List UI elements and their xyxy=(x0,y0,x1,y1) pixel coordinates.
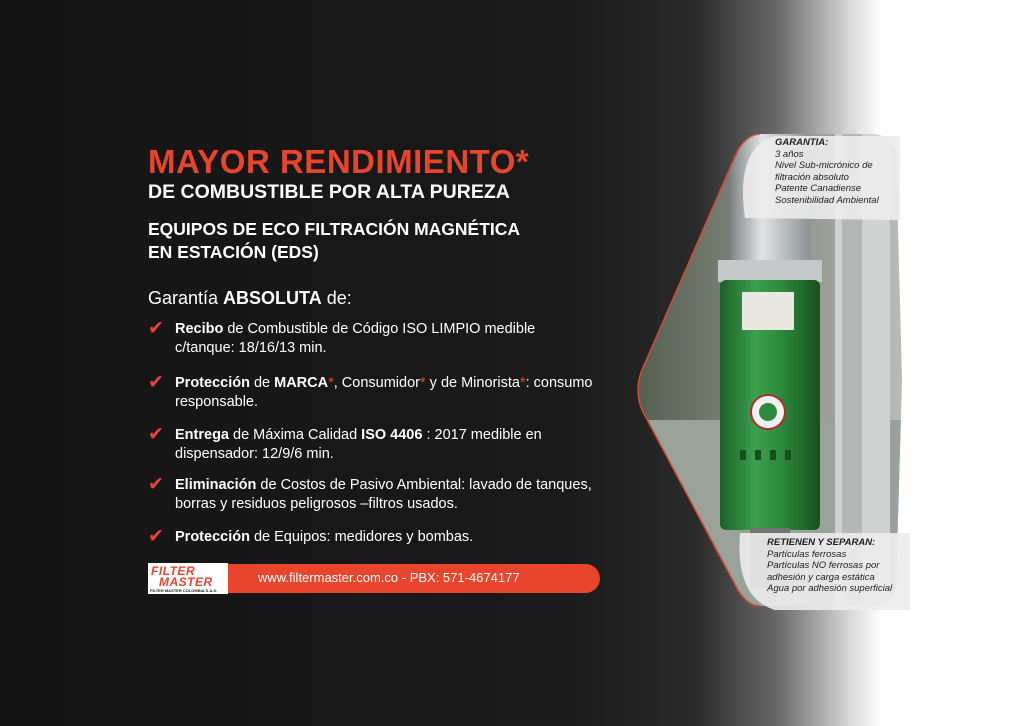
subtitle-line1: EQUIPOS DE ECO FILTRACIÓN MAGNÉTICA xyxy=(148,219,521,239)
guarantee-heading: Garantía ABSOLUTA de: xyxy=(148,288,352,308)
check-icon: ✔ xyxy=(148,473,164,495)
list-item: ✔ Entrega de Máxima Calidad ISO 4406 : 2017 medible en dispensador: 12/9/6 min. xyxy=(148,423,542,462)
headline-line2: DE COMBUSTIBLE POR ALTA PUREZA xyxy=(148,181,510,203)
list-item: ✔ Protección de MARCA*, Consumidor* y de Minorista*: consumo responsable. xyxy=(148,371,593,410)
check-icon: ✔ xyxy=(148,423,164,445)
check-icon: ✔ xyxy=(148,525,164,547)
contact-info[interactable]: www.filtermaster.com.co - PBX: 571-4674177 xyxy=(258,570,520,585)
filtermaster-logo: FILTER MASTER FILTER MASTER COLOMBIA S.A.S. xyxy=(148,563,228,594)
subtitle xyxy=(148,218,520,264)
callout-guarantee: GARANTIA: 3 años Nivel Sub-micrónico de filtración absoluto Patente Canadiense Sostenibilidad Ambiental xyxy=(775,137,879,206)
check-icon: ✔ xyxy=(148,317,164,339)
headline-main: MAYOR RENDIMIENTO* xyxy=(148,143,530,180)
list-item: ✔ Recibo de Combustible de Código ISO LIMPIO medible c/tanque: 18/16/13 min. xyxy=(148,317,536,356)
list-item: ✔ Eliminación de Costos de Pasivo Ambiental: lavado de tanques, borras y residuos peligrosos –filtros usados. xyxy=(148,473,592,512)
list-item: ✔ Protección de Equipos: medidores y bombas. xyxy=(148,525,474,547)
subtitle-line2: EN ESTACIÓN (EDS) xyxy=(148,242,319,262)
callout-retain: RETIENEN Y SEPARAN: Partículas ferrosas Partículas NO ferrosas por adhesión y carga estática Agua por adhesión superficial xyxy=(767,537,893,594)
check-icon: ✔ xyxy=(148,371,164,393)
